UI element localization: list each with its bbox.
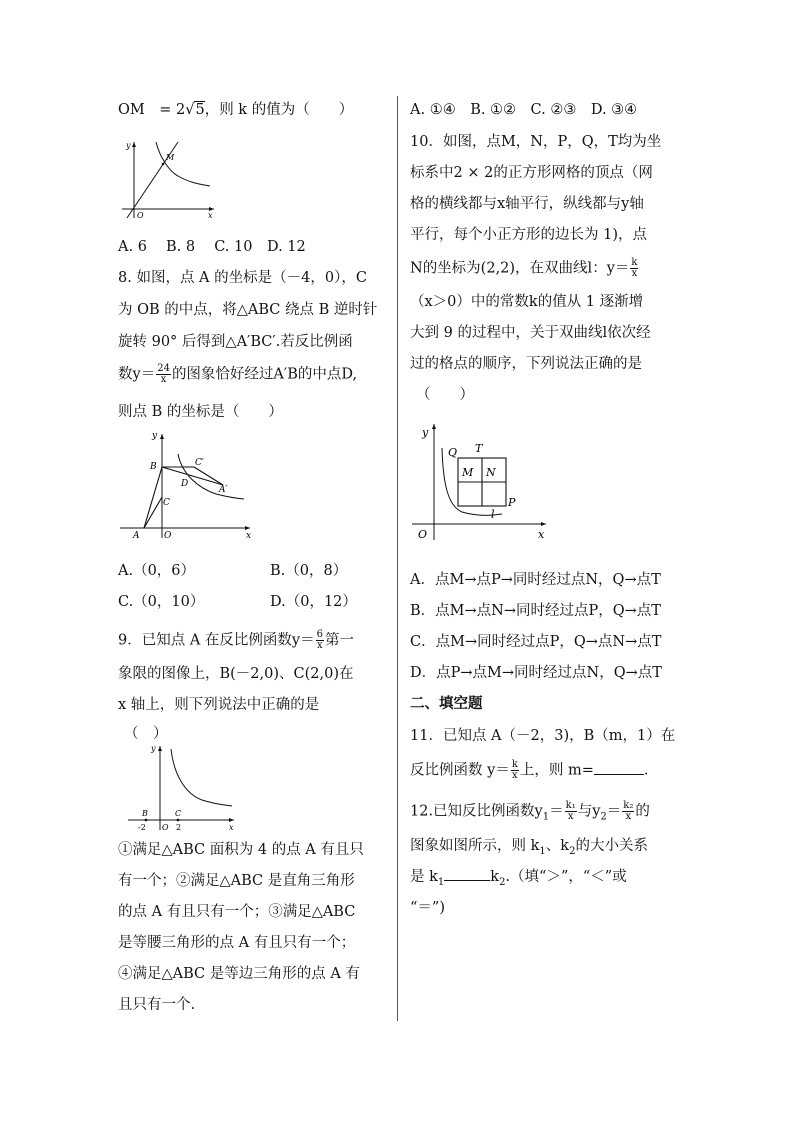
q12-line-3-end: .（填“＞”，“＜”或 (505, 869, 627, 885)
label-n: N (486, 466, 496, 479)
q11-line-1: 11．已知点 A（－2，3)，B（m，1）在 (410, 728, 676, 744)
q8-option-c: C.（0，10） (118, 594, 205, 610)
q12-line-3-k: k (490, 869, 500, 885)
q8-option-d: D.（0，12） (270, 594, 357, 610)
subscript-1: 1 (542, 811, 550, 823)
q12-line-2-start: 图象如图所示，则 k (410, 838, 540, 854)
label-q: Q (448, 446, 458, 459)
q8-option-b: B.（0，8） (270, 563, 348, 579)
label-b: B (150, 462, 157, 472)
q10-line-7: 大到 9 的过程中，关于双曲线l依次经 (410, 325, 651, 341)
fraction-numerator: k (511, 759, 518, 770)
fraction-denominator: x (316, 640, 323, 651)
label-l: l (491, 508, 495, 521)
x-axis-arrow (229, 818, 234, 822)
figure-q10 (410, 416, 550, 548)
fraction-k1-over-x (565, 801, 577, 822)
segment-ac (144, 497, 162, 528)
label-b: B (142, 809, 148, 818)
figure-q8 (118, 428, 258, 548)
q10-line-5 (410, 258, 639, 279)
label-x: x (208, 211, 213, 220)
q10-line-2: 标系中2 × 2的正方形网格的顶点（网 (410, 165, 653, 181)
hyperbola-curve (178, 454, 244, 499)
fraction-denominator: x (631, 268, 638, 279)
point-c (177, 819, 180, 822)
fraction-numerator: k₁ (565, 800, 576, 811)
label-a-prime: A′ (219, 485, 228, 495)
y-axis-arrow (160, 434, 164, 439)
label-p: P (508, 496, 516, 509)
fraction-k-over-x (511, 760, 519, 781)
q7-tail (118, 100, 353, 120)
q11-line-2-start: 反比例函数 y＝ (410, 762, 510, 779)
q7-tail-suffix: ，则 k 的值为（ ） (204, 102, 354, 118)
label-x: x (538, 528, 545, 541)
q10-option-a: A．点M→点P→同时经过点N，Q→点T (410, 572, 661, 588)
fraction-denominator: x (160, 374, 167, 385)
label-y: y (151, 744, 156, 753)
q12-line-2 (410, 836, 648, 862)
answer-blank-m[interactable] (594, 774, 644, 775)
subscript-1: 1 (539, 845, 546, 857)
segment-c-prime-a-prime (194, 467, 223, 485)
point-b (145, 819, 148, 822)
x-axis-arrow (245, 526, 250, 530)
q8-line-4 (118, 364, 357, 385)
q10-line-8: 过的格点的顺序，下列说法正确的是 (410, 356, 642, 372)
q12-line-1-start: 12.已知反比例函数y (410, 803, 543, 820)
section-title-fill-in: 二、填空题 (410, 695, 483, 712)
q10-line-5-start: N的坐标为(2,2)，在双曲线l：y＝ (410, 260, 630, 277)
sqrt-sign: √ (185, 102, 195, 118)
segment-ab (144, 467, 162, 528)
label-c-prime: C′ (195, 458, 204, 468)
label-c: C (175, 809, 182, 818)
column-divider (397, 96, 398, 1021)
q10-option-d: D．点P→点M→同时经过点N，Q→点T (410, 665, 662, 681)
label-c: C (163, 498, 170, 508)
fraction-denominator: x (625, 811, 632, 822)
q10-line-3: 格的横线都与x轴平行，纵线都与y轴 (410, 196, 644, 212)
q12-line-2-end: 的大小关系 (575, 838, 648, 854)
q8-option-a: A.（0，6） (118, 563, 196, 579)
q9-statement-line-3: 的点 A 有且只有一个；③满足△ABC (118, 904, 356, 920)
q11-line-2-end: . (643, 762, 649, 779)
label-2: 2 (176, 823, 182, 832)
q9-statement-line-4: 是等腰三角形的点 A 有且只有一个； (118, 935, 356, 951)
fraction-numerator: 24 (157, 363, 170, 374)
y-axis-arrow (432, 424, 436, 429)
y-axis-arrow (158, 746, 162, 751)
q12-line-1-end: 的 (635, 803, 650, 820)
label-t: T (475, 442, 483, 455)
q9-line-1 (118, 630, 354, 651)
label-o: O (418, 528, 428, 541)
q10-line-6: （x＞0）中的常数k的值从 1 逐渐增 (410, 294, 644, 310)
q8-line-1: 8. 如图，点 A 的坐标是（－4，0），C (118, 270, 367, 286)
label-o: O (137, 211, 144, 220)
subscript-2: 2 (569, 845, 576, 857)
subscript-1: 1 (437, 876, 445, 888)
q10-option-c: C．点M→同时经过点P，Q→点N→点T (410, 634, 662, 650)
q9-statement-line-5: ④满足△ABC 是等边三角形的点 A 有 (118, 966, 360, 982)
fraction-numerator: k (631, 257, 638, 268)
q12-line-2-middle: 、k (545, 838, 570, 854)
fraction-denominator: x (567, 811, 574, 822)
q9-statement-line-2: 有一个；②满足△ABC 是直角三角形 (118, 873, 355, 889)
q11-line-2 (410, 760, 649, 781)
q8-line-3: 旋转 90° 后得到△A′BC′.若反比例函 (118, 334, 353, 350)
y-axis-arrow (132, 142, 136, 147)
equals-sign: ＝ (606, 803, 622, 820)
fraction-numerator: k₂ (623, 800, 634, 811)
subscript-2: 2 (499, 876, 506, 888)
hyperbola-curve (171, 749, 232, 806)
label-x: x (246, 531, 252, 541)
q9-line-2: 象限的图像上，B(－2,0)、C(2,0)在 (118, 666, 354, 682)
segment-ba-prime (162, 467, 223, 485)
q9-line-1-end: 第一 (324, 632, 354, 649)
label-d: D (181, 479, 189, 489)
fraction-6-over-x (316, 630, 324, 651)
q9-options: A. ①④ B. ①② C. ②③ D. ③④ (410, 102, 638, 118)
fraction-k2-over-x (622, 801, 634, 822)
fraction-k-over-x (630, 258, 638, 279)
answer-blank-relation[interactable] (444, 880, 490, 881)
q8-line-4-end: 的图象恰好经过A′B的中点D, (171, 366, 358, 383)
fraction-24-over-x (156, 364, 171, 385)
label-minus-2: -2 (138, 823, 146, 832)
q12-line-1-middle: 与y (577, 803, 601, 820)
sqrt-argument: 5 (195, 102, 205, 118)
x-axis-arrow (541, 522, 546, 526)
q12-line-3 (410, 867, 627, 893)
q9-statement-line-6: 且只有一个. (118, 997, 196, 1013)
label-m: M (166, 153, 175, 162)
q12-line-4: “＝”) (410, 900, 445, 916)
q9-line-4: （ ） (124, 726, 168, 742)
point-m (162, 163, 165, 166)
label-y: y (422, 426, 429, 439)
label-x: x (229, 823, 234, 832)
figure-q9 (126, 742, 238, 838)
label-y: y (126, 141, 131, 150)
q8-line-4-start: 数y＝ (118, 366, 156, 383)
label-a: A (133, 531, 140, 541)
q9-line-3: x 轴上，则下列说法中正确的是 (118, 697, 320, 713)
q10-line-9: （ ） (416, 387, 474, 403)
q12-line-3-start: 是 k (410, 869, 438, 885)
label-o: O (162, 823, 169, 832)
label-m: M (462, 466, 474, 479)
figure-q7 (118, 136, 218, 224)
equals-sign: ＝ (549, 803, 564, 820)
fraction-denominator: x (512, 770, 518, 781)
q11-line-2-middle: 上，则 m= (519, 762, 594, 779)
fraction-numerator: 6 (316, 629, 323, 640)
q10-option-b: B．点M→点N→同时经过点P，Q→点T (410, 603, 661, 619)
q9-statement-line-1: ①满足△ABC 面积为 4 的点 A 有且只 (118, 842, 364, 858)
q8-line-2: 为 OB 的中点，将△ABC 绕点 B 逆时针 (118, 302, 378, 318)
q8-line-5: 则点 B 的坐标是（ ） (118, 404, 283, 420)
subscript-2: 2 (600, 811, 607, 823)
label-o: O (164, 531, 172, 541)
q9-line-1-start: 9．已知点 A 在反比例函数y＝ (118, 632, 315, 649)
q7-options: A. 6 B. 8 C. 10 D. 12 (118, 239, 306, 255)
q12-line-1 (410, 801, 650, 827)
label-y: y (152, 431, 158, 441)
q10-line-1: 10．如图，点M，N，P，Q，T均为坐 (410, 134, 662, 150)
q7-tail-prefix: OM = 2 (118, 102, 186, 118)
q10-line-4: 平行，每个小正方形的边长为 1)，点 (410, 227, 647, 243)
